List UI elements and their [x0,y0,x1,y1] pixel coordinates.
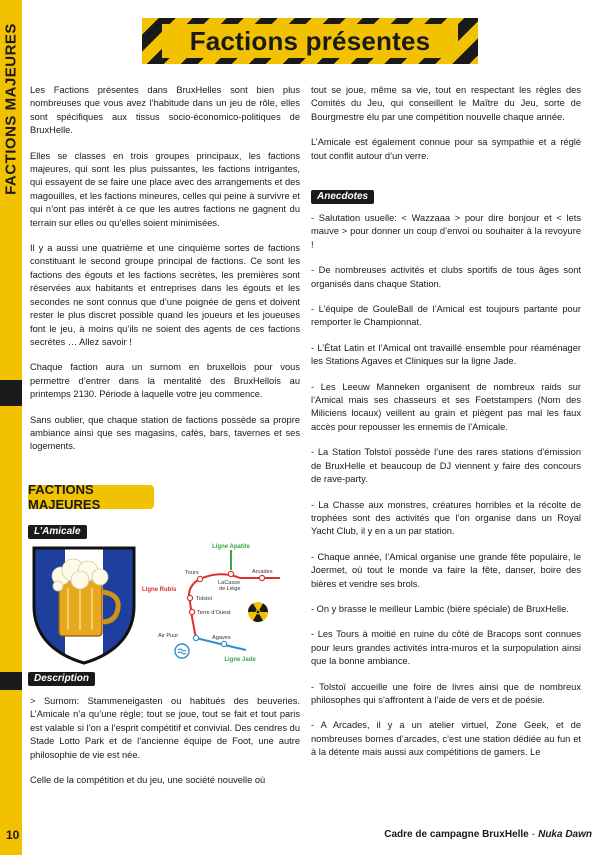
page-number: 10 [6,828,20,842]
paragraph: > Surnom: Stammeneigasten ou habitués des beuveries. L’Amicale n’a qu’une règle; tout se joue, tout se fait et tout paris est valable si l’on a l’esprit compétitif et convivial. Des cendres du Stade Lotto Park et de l’ancienne équipe de Foot, une autre philosophie de vie est née. [30,696,300,760]
beer-shield-icon [28,542,140,666]
anecdote: - L’État Latin et l’Amical ont travaillé ensemble pour réaménager les Stations Agaves et Cliniques sur la ligne Jade. [311,342,581,367]
station-lacasse [228,571,233,576]
paragraph: Il y a aussi une quatrième et une cinquième sortes de factions constituant le second groupe principal de factions. Ce sont les factions des égouts et les factions secrètes, les premières sont réservées aux habitants et entreprises dans les égouts et les secondes ne sont connus que d’une poignée de gens et doivent rester le plus discret possible quand les joueurs et les joueuses font le jeu, à moins qu’ils ne soient des agents de ces factions secrètes … Allez savoir ! [30,243,300,347]
footer-separator: - [531,829,536,840]
right-column-top [311,84,581,175]
station-terre-ouest [189,609,194,614]
paragraph: Les Factions présentes dans BruxHelles sont bien plus nombreuses que vous avez l’habitude dans un jeu de rôle, elles sont spécifiques aux tissus socio-économico-politiques de BruxHelle. [30,85,300,136]
ligne-apatite-label: Ligne Apatite [212,544,250,550]
ligne-rubis-label: Ligne Rubis [142,587,177,593]
air-puur-label: Air Puur [158,633,179,639]
footer-title: Cadre de campagne BruxHelle [384,829,529,840]
footer-author: Nuka Dawn [538,829,592,840]
anecdote: - Salutation usuelle: < Wazzaaa > pour dire bonjour et < lets mauve > pour donner un coup d’envoi ou souhaiter à la revoyure ! [311,213,581,250]
ligne-jade-label: Ligne Jade [224,657,256,663]
anecdotes-tag: Anecdotes [311,190,374,204]
anecdote: - La Chasse aux monstres, créatures horribles et la récolte de trophées sont des activités que l’on organise dans un Royal Yacht Club, il y en a un par station. [311,499,581,537]
side-stripe-mark [0,672,22,690]
anecdotes-list [311,212,581,772]
anecdote: - Les Tours à moitié en ruine du côté de Bracops sont connues pour leurs grandes activités intra-muros et la surpopulation ainsi que la bonne ambiance. [311,629,581,667]
station-air-puur [193,635,198,640]
description-text [30,695,300,799]
side-stripe-mark [0,380,22,406]
metro-map [140,540,300,670]
anecdote: - De nombreuses activités et clubs sportifs de tous âges sont organisés dans chaque Station. [311,265,581,289]
anecdote: - Chaque année, l’Amical organise une grande fête populaire, le Joermet, où tout le monde va faire la fête, danser, boire des bières et vendre ses brols. [311,551,581,589]
tolstoi-label: Tolstoï [196,596,213,602]
paragraph: Celle de la compétition et du jeu, une société nouvelle où [30,775,266,786]
page-title: Factions présentes [189,25,431,56]
left-column [30,84,300,466]
arcades-label: Arcades [252,569,273,575]
tours-label: Tours [185,570,199,576]
paragraph: Sans oublier, que chaque station de factions possède sa propre ambiance ainsi que ses magasins, cafés, bars, tavernes et ses logements. [30,414,300,452]
terre-ouest-label: Terre d’Ouest [197,610,231,616]
anecdote: - Tolstoï accueille une foire de livres ainsi que de nombreux philosophes qui s’affrontent à l’aide de vers et de poésie. [311,681,581,705]
anecdote: - La Station Tolstoï possède l’une des rares stations d’émission de BruxHelle et beaucoup de DJ viennent y faire des concours de rave-party. [311,447,581,485]
lacasse-label: LaCasse [218,580,241,586]
station-tolstoi [187,595,192,600]
side-title: FACTIONS MAJEURES [2,23,20,195]
title-banner [142,18,478,64]
de-liege-label: de Liège [219,586,241,592]
radiation-icon [248,602,268,622]
anecdote: - A Arcades, il y a un atelier virtuel, Zone Geek, et de nombreuses bornes d’arcades, c’est une station dédiée au fun et à la détente mais aussi aux compétitions de gamers. Le [311,720,581,758]
water-icon [175,644,189,658]
paragraph: tout se joue, même sa vie, tout en respectant les règles des Comités du Jeu, qui conseillent le Maître du Jeu, sorte de Bourgmestre élu par une compétition nouvelle chaque année. [311,85,581,122]
anecdote: - L’équipe de GouleBall de l’Amical est toujours partante pour remporter le Championnat. [311,304,581,328]
paragraph: L’Amicale est également connue pour sa sympathie et a réglé tout conflit autour d’un verre. [311,137,581,161]
paragraph: Chaque faction aura un surnom en bruxellois pour vous permettre d’entrer dans la mentalité des BruxHellois au printemps 2130. Période à laquelle votre jeu commence. [30,362,300,400]
faction-name-tag: L’Amicale [28,525,87,539]
anecdote: - On y brasse le meilleur Lambic (bière spéciale) de BruxHelle. [311,603,569,614]
section-heading: FACTIONS MAJEURES [28,485,154,509]
anecdote: - Les Leeuw Manneken organisent de nombreux raids sur l’Amical mais ses chasseurs et ses Foetstampers (Nom des Miliciens locaux) veillent au grain et piègent pas mal les faux accès pour repousser les ennemis de l’Amicale. [311,381,581,432]
station-tours [197,576,202,581]
description-tag: Description [28,672,95,686]
footer [384,829,592,840]
station-agaves [221,641,226,646]
agaves-label: Agaves [212,635,231,641]
station-arcades [259,575,264,580]
paragraph: Elles se classes en trois groupes principaux, les factions majeures, qui sont les plus puissantes, les factions intrigantes, qui essayent de se faire une place avec des arrangements et des magouilles, et les factions mineures, celles qui peine à survivre et qui n’ont pas intérêt à ce que les autres factions ne gagnent du terrain sur elles ou qu’elles soient minimisées. [30,150,300,228]
